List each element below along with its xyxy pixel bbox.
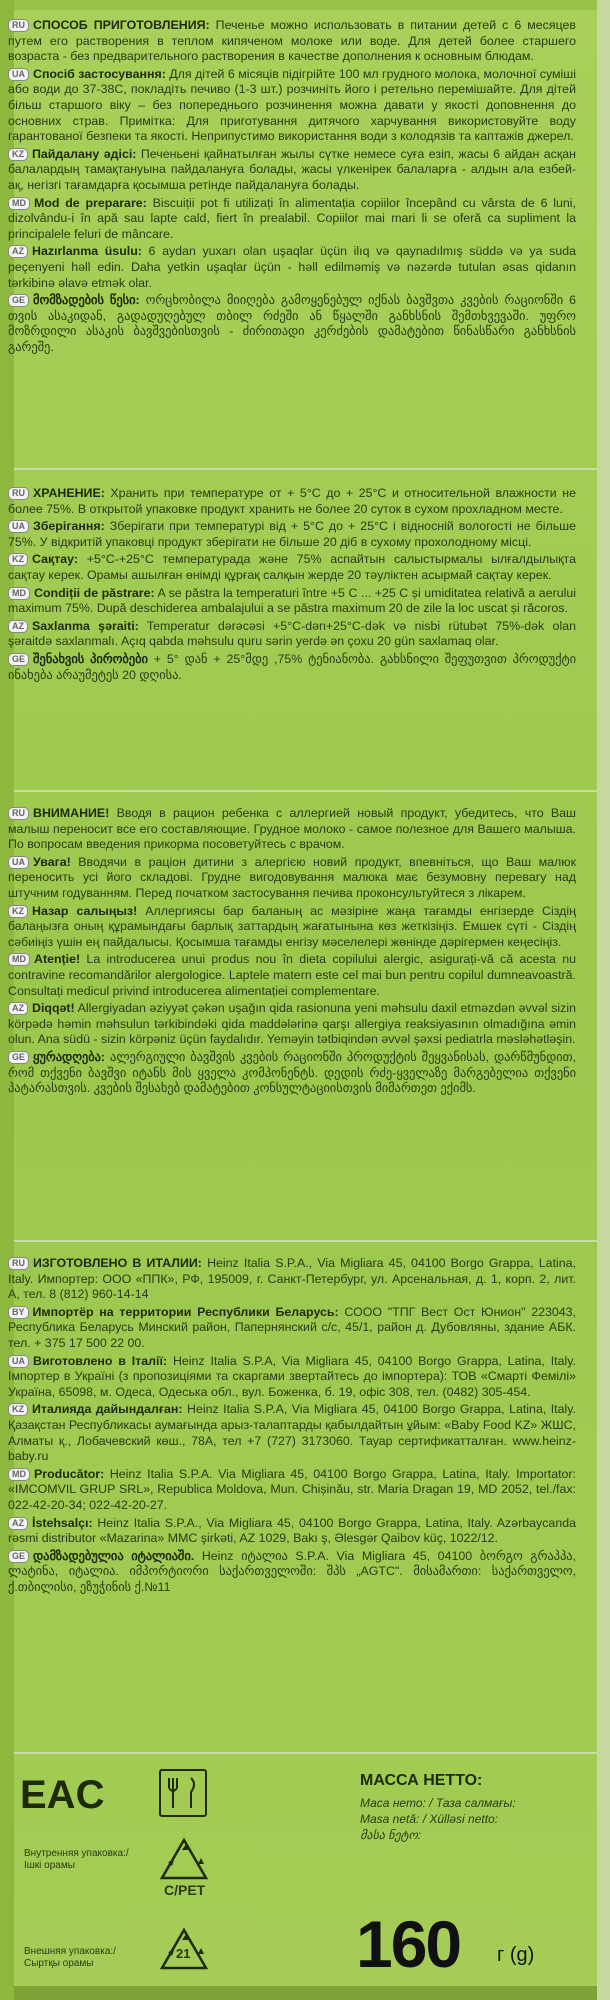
paragraph-heading: Спосіб застосування: (33, 66, 166, 81)
paragraph-text: Heinz Italia S.P.A., Via Migliara 45, 04100 Borgo Grappa, Latina, Italy. Импортер: ООО «ППК», РФ, 195009, г. Санкт-Петербург, ул. Арсенальная, д. 1, корп. 2, лит. А, тел. 8 (812) 960-14-14 (8, 1256, 576, 1302)
paragraph-text: +5°С-+25°С температурада және 75% аспайтын салыстырмалы ылғалдылықта сақтау керек. Орамы ашылған өнімді құрғақ салқын жерде 20 тәуліктен асырмай сақтау керек. (8, 552, 576, 582)
paragraph-text: Для дітей 6 місяців підігрійте 100 мл грудного молока, молочної суміші або води до 37-38С, покладіть печиво (1-3 шт.) розчиніть його і ретельно перемішайте. Для дітей більш старшого віку – без попереднього розчинення можна давати у якості доповнення до основних страв. Примітка: Для приготування дитячого харчування використовуйте воду гарантованої безпеки та якості. Неприпустимо використання води з колодязів та каптажів джерел. (8, 66, 576, 144)
language-badge: MD (8, 953, 30, 966)
language-badge: RU (8, 807, 29, 820)
paragraph-heading: Италияда дайындалған: (32, 1402, 183, 1417)
paragraph-text: Heinz Italia S.P.A, Via Migliara 45, 04100 Borgo Grappa, Latina, Italy. Қазақстан Республикасы аумағында арыз-талаптарды қабылдайтын ұйым: «Baby Food KZ» ЖШС, Алматы қ., Лобачевский көш., 78А, тел +7 (727) 3173060. Тауар сертификатталған. www.heinz-baby.ru (8, 1402, 576, 1464)
paragraph-text: Biscuiții pot fi utilizați în alimentația copiilor începând cu vârsta de 6 luni, dizolvându-i în apă sau lapte cald, fiert în prealabil. Copiilor mai mari li se oferă ca supliment la principalele feluri de mâncare. (8, 195, 576, 241)
net-weight-value: 160 (356, 1907, 461, 1981)
recycle-cpet-icon (158, 1836, 210, 1884)
paragraph-md (8, 586, 576, 617)
divider-1 (14, 468, 597, 470)
language-badge: KZ (8, 148, 28, 161)
paragraph-heading: СПОСОБ ПРИГОТОВЛЕНИЯ: (33, 18, 210, 32)
paragraph-heading: Увага! (33, 854, 71, 869)
food-contact-icon (158, 1768, 208, 1818)
language-badge: GE (8, 294, 29, 307)
language-badge: RU (8, 1257, 29, 1270)
paragraph-text: СООО "ТПГ Вест Ост Юнион" 223043, Республика Беларусь Минский район, Папернянский с/с, 45/1, район д. Дубовляны, здание АБК. тел. + 375 17 500 22 00. (8, 1304, 576, 1350)
paragraph-ge (8, 293, 576, 355)
paragraph-heading: ИЗГОТОВЛЕНО В ИТАЛИИ: (33, 1256, 202, 1270)
paragraph-text: Heinz Italia S.P.A. Via Migliara 45, 04100 Borgo Grappa, Latina, Italy. Importator: «IMCOMVIL GRUP SRL», Republica Moldova, Mun. Chișinău, str. Maria Dragan 19, MD 2052, tel./fax: 022-42-20-34; 022-42-20-27. (8, 1466, 576, 1512)
language-badge: UA (8, 856, 29, 869)
paragraph-text: Heinz Italia S.P.A, Via Migliara 45, 04100 Borgo Grappa, Latina, Italy. Імпортер в Україні (з пропозиціями та скаргами звертайтесь до імпортера): ТОВ «Смарті Фемілі» Україна, 65098, м. Одеса, Одеська обл., вул. Боженка, б. 19, офіс 308, тел. (0482) 305-454. (8, 1353, 576, 1399)
section-warning (8, 806, 576, 1099)
paragraph-heading: Назар салыңыз! (32, 903, 138, 918)
paragraph-heading: Сақтау: (32, 552, 79, 567)
language-badge: BY (8, 1306, 29, 1319)
paragraph-heading: Пайдалану әдісі: (32, 146, 137, 161)
paragraph-heading: Producător: (34, 1466, 105, 1481)
section-manufacturer (8, 1256, 576, 1597)
paragraph-text: Аллергиясы бар баланың ас мәзіріне жаңа тағамды енгізерде Сіздің балаңызға оның құрамындағы барлық заттардың жағатынына көз жеткізіңіз. Емшек сүті - Сіздің сәбиіңіз үшін ең пайдалысы. Қосымша тағамды енгізу мәселелері жөнінде дәрігермен кеңесіңіз. (8, 903, 576, 949)
paragraph-text: A se păstra la temperaturi între +5 C ... +25 C și umiditatea relativă a aerului maximum 75%. După deschiderea ambalajului a se păstra maximum 20 de zile la loc uscat și răcoros. (8, 585, 576, 616)
paragraph-heading: İstehsalçı: (32, 1515, 93, 1530)
paragraph-az (8, 619, 576, 650)
paragraph-heading: ХРАНЕНИЕ: (33, 486, 105, 500)
paragraph-heading: Зберігання: (33, 519, 105, 534)
net-weight-title: МАССА НЕТТО: (360, 1772, 483, 1789)
paragraph-text: Allergiyadan əziyyət çəkən uşağın qida rasionuna yeni məhsulu daxil etməzdən əvvəl sizin körpədə həmin məhsulun tərkibindəki qida maddələrinə qarşı allergiya reaksiyasının olmadığına əmin olun. Ana südü - sizin körpəniz üçün faydalıdır. Yeməyin tətbiqindən əvvəl şəxsi pediatrla məsləhətləşin. (8, 1001, 576, 1047)
language-badge: GE (8, 653, 29, 666)
paragraph-kz (8, 147, 576, 194)
paragraph-text: + 5° დან + 25°მდე ,75% ტენიანობა. გახსნილი შეფუთვით პროდუქტი ინახება არაუმეტეს 20 დღისა. (8, 651, 577, 682)
paragraph-text: 6 aydan yuxarı olan uşaqlar üçün ilıq və qaynadılmış süddə və ya suda peçenyeni həll edin. Daha yetkin uşaqlar üçün - həll edilməmiş və nəzərdə tutulan əsas qidanın tərkibinə əlavə etmək olar. (8, 244, 576, 290)
section-storage (8, 486, 576, 685)
paragraph-heading: შენახვის პირობები (33, 651, 148, 666)
divider-4 (14, 1752, 597, 1754)
paragraph-text: ალერგიული ბავშვის კვების რაციონში პროდუქტის შეყვანისას, დარწმუნდით, რომ თქვენი ბავშვი იტანს მის ყველა კომპონენტს. დედის რძე-ყველაზე მარგებელია თქვენი პატარასთვის. კვების შესახებ დამატებით კონსულტაციისთვის მიმართეთ ექიმს. (8, 1049, 576, 1096)
language-badge: RU (8, 19, 29, 32)
language-badge: RU (8, 487, 29, 500)
inner-pack-label: Внутренняя упаковка:/ Ішкі орамы (24, 1848, 129, 1871)
language-badge: KZ (8, 1403, 28, 1416)
language-badge: AZ (8, 245, 28, 258)
paragraph-md (8, 952, 576, 999)
eac-text: EAC (20, 1773, 105, 1817)
paragraph-text: Temperatur dərəcəsi +5°C-dən+25°C-dək və nisbi rütubət 75%-dək olan şəraitdə saxlanmalı. Açıq qabda məhsulu quru sərin yerdə ən çoxu 20 gün saxlamaq olar. (8, 618, 576, 649)
paragraph-ua (8, 855, 576, 902)
language-badge: MD (8, 1468, 30, 1481)
paper-code-label: 21 (176, 1946, 191, 1961)
paragraph-by (8, 1305, 576, 1352)
language-badge: MD (8, 197, 30, 210)
language-badge: UA (8, 520, 29, 533)
paragraph-text: Зберігати при температурі від + 5°С до + 25°С і відносній вологості не більше 75%. У відкритій упаковці продукт зберігати не більше 20 діб в сухому прохолодному місці. (8, 519, 576, 549)
paragraph-ua (8, 1354, 576, 1401)
paragraph-az (8, 244, 576, 291)
language-badge: GE (8, 1550, 29, 1563)
language-badge: UA (8, 1355, 29, 1368)
divider-2 (14, 790, 597, 792)
cpet-label: C/PET (164, 1882, 206, 1898)
paragraph-text: ორცხობილა მიიღება გამოყენებულ იქნას ბავშვთა კვების რაციონში 6 თვის ასაკიდან, გადადუღებულ თბილ რძეში ან წყალში განხსნის შემთხვევაში. უფრო მოზრდილი ასაკის ბავშვებისთვის - ძირითადი კერძების დამატებით წინასწარი განხსნის გარეშე. (8, 293, 576, 354)
paragraph-heading: Виготовлено в Італії: (33, 1353, 168, 1368)
paragraph-ru (8, 806, 576, 853)
paragraph-heading: ყურადღება: (33, 1049, 106, 1064)
paragraph-heading: Condiții de păstrare: (34, 585, 155, 600)
paragraph-az (8, 1516, 576, 1547)
section-preparation (8, 18, 576, 357)
paragraph-ru (8, 486, 576, 517)
language-badge: KZ (8, 905, 28, 918)
paragraph-ge (8, 652, 576, 683)
paragraph-kz (8, 1402, 576, 1464)
paragraph-ge (8, 1549, 576, 1596)
package-bottom-strip (14, 1986, 597, 2000)
paragraph-heading: დამზადებულია იტალიაში. (33, 1548, 195, 1563)
paragraph-ru (8, 1256, 576, 1303)
language-badge: AZ (8, 1517, 28, 1530)
package-edge-right (597, 0, 610, 2000)
paragraph-az (8, 1001, 576, 1048)
paragraph-text: Печенье можно использовать в питании детей с 6 месяцев путем его растворения в теплом кипяченом молоке или воде. Для детей более старшего возраста - без предварительного растворения в качестве дополнения к основным блюдам. (8, 18, 576, 64)
paragraph-heading: Saxlanma şəraiti: (32, 618, 139, 633)
net-weight-unit: г (g) (497, 1944, 535, 1966)
language-badge: AZ (8, 620, 28, 633)
paragraph-text: Heinz იტალია S.P.A. Via Migliara 45, 04100 ბორგო გრაპპა, ლატინა, იტალია. იმპორტიორი საქართველოში: შპს „AGTC". მისამართი: საქართველო, ქ.თბილისი, ეზუჭინის ქ.№11 (8, 1548, 576, 1594)
net-weight-line-2: Masa netă: / Xülləsi netto: (360, 1812, 499, 1826)
language-badge: MD (8, 587, 30, 600)
paragraph-heading: Mod de preparare: (34, 195, 147, 210)
paragraph-text: Вводя в рацион ребенка с аллергией новый продукт, убедитесь, что Ваш малыш переносит все его составляющие. Грудное молоко - самое полезное для Вашего малыша. По вопросам введения прикорма посоветуйтесь с врачом. (8, 806, 576, 852)
paragraph-heading: Atenție! (34, 952, 81, 967)
paragraph-text: Хранить при температуре от + 5°С до + 25°С и относительной влажности не более 75%. В открытой упаковке продукт хранить не более 20 суток в сухом прохладном месте. (8, 486, 576, 516)
paragraph-heading: Hazırlanma üsulu: (32, 244, 142, 259)
paragraph-heading: Импортёр на территории Республики Беларусь: (32, 1304, 339, 1319)
paragraph-ua (8, 519, 576, 550)
language-badge: KZ (8, 553, 28, 566)
outer-pack-label: Внешняя упаковка:/ Сыртқы орамы (24, 1946, 116, 1969)
language-badge: AZ (8, 1002, 28, 1015)
paragraph-ua (8, 67, 576, 145)
paragraph-heading: Diqqət! (32, 1001, 75, 1016)
language-badge: GE (8, 1051, 29, 1064)
paragraph-heading: მომზადების წესი: (33, 293, 140, 308)
paragraph-text: Печеньені қайнатылған жылы сүтке немесе суға езіп, жасы 6 айдан асқан балалардың тамақтануына пайдалануға болады, жасы үлкенірек балаларға - алдын ала езбей-ақ, негізгі тағамдарға қосымша ретінде пайдалануға болады. (8, 146, 576, 192)
paragraph-heading: ВНИМАНИЕ! (33, 806, 110, 820)
net-weight-line-3: მასა ნეტო: (360, 1828, 422, 1842)
net-weight-line-1: Маса нето: / Таза салмағы: (360, 1796, 516, 1810)
paragraph-ru (8, 18, 576, 65)
paragraph-md (8, 1467, 576, 1514)
paragraph-text: Heinz Italia S.P.A., Via Migliara 45, 04100 Borgo Grappa, Latina, Italy. Azərbaycanda rəsmi distributor «Mazarina» MMC şirkəti, AZ 1029, Bakı ş, Əlesgər Qaibov küç, 1022/12. (8, 1515, 576, 1546)
eac-logo-icon (20, 1768, 105, 1817)
paragraph-text: La introducerea unui produs nou în dieta copilului alergic, asigurați-vă că acesta nu contravine recomandărilor alergologice. Laptele matern este cel mai bun pentru copilul dumneavoastră. Consultați medicul privind introducerea alimentației complementare. (8, 952, 576, 998)
language-badge: UA (8, 68, 29, 81)
paragraph-kz (8, 904, 576, 951)
paragraph-md (8, 196, 576, 243)
paragraph-kz (8, 552, 576, 583)
paragraph-ge (8, 1050, 576, 1097)
divider-3 (14, 1240, 597, 1242)
paragraph-text: Вводячи в раціон дитини з алергією новий продукт, впевніться, що Ваш малюк переносить усі його складові. Грудне вигодовування малюка має безумовну перевагу над штучним годуванням. Перед початком застосування печива проконсультуйтеся з лікарем. (8, 854, 576, 900)
